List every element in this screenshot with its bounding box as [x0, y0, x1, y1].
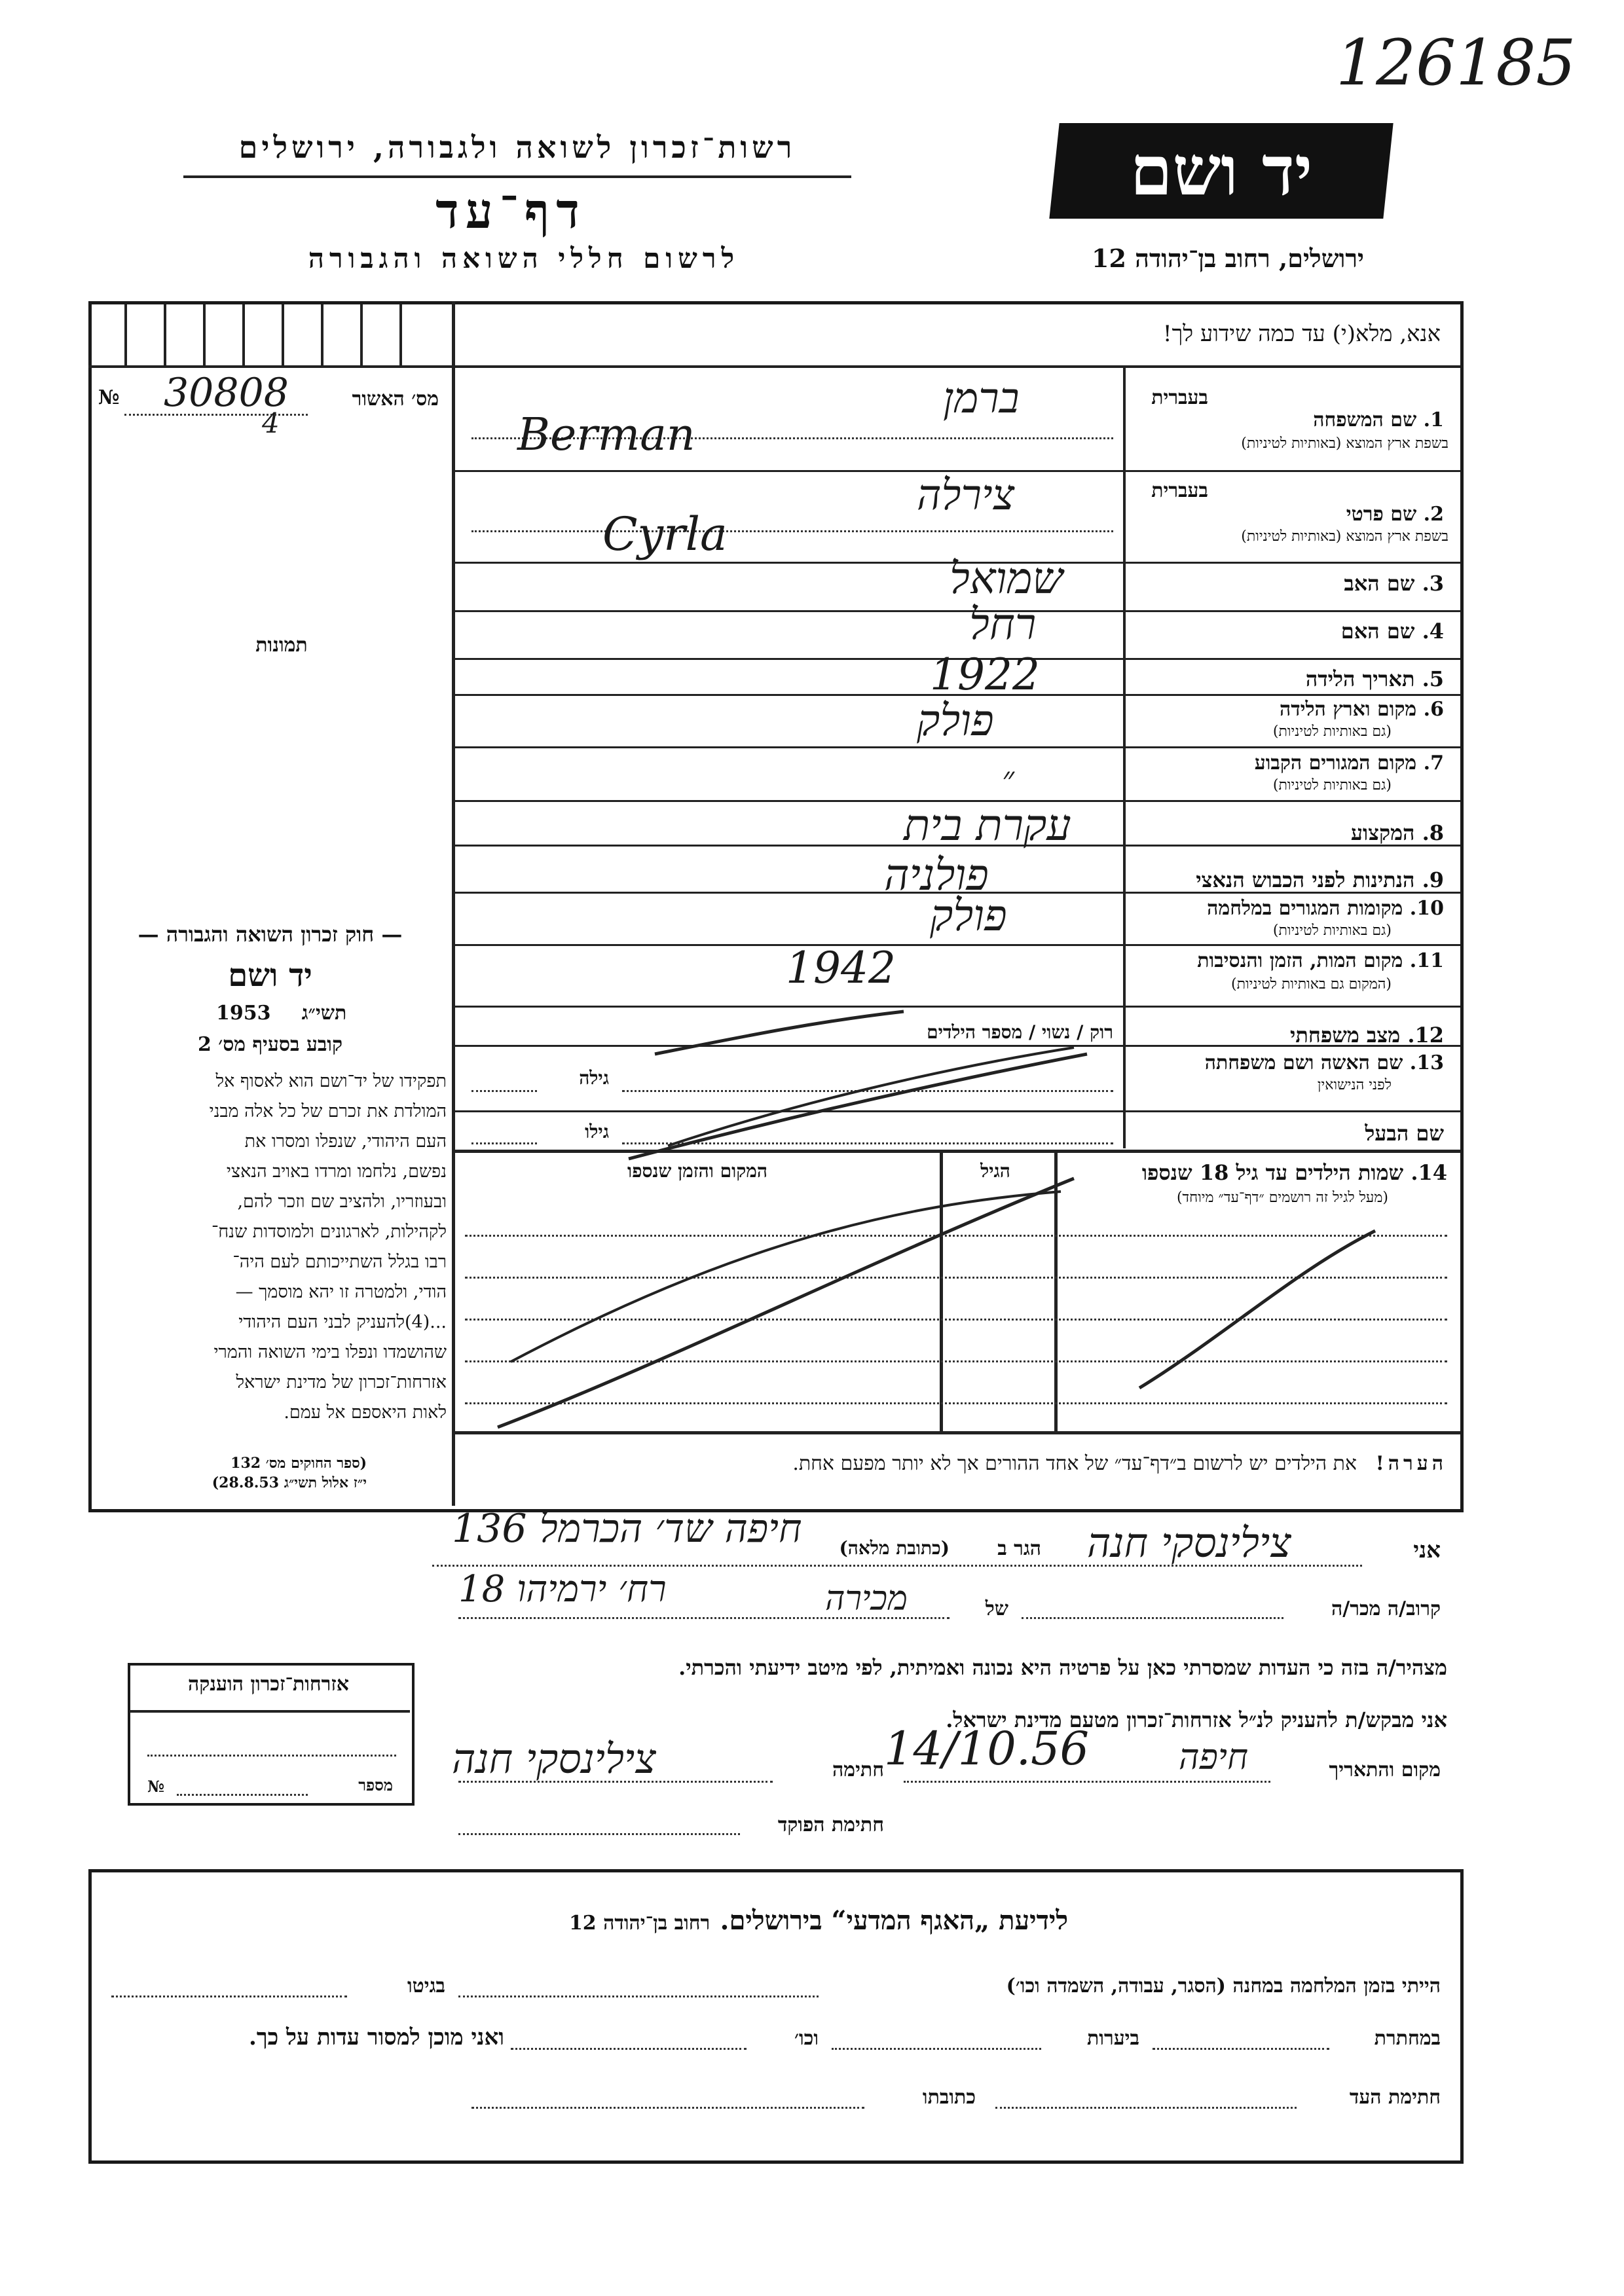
declaration-statement: מצהיר/ה בזה כי העדות שמסרתי כאן על פרטיה היא נכונה ואמיתית, לפי מיטב ידיעתי והכרתי. [678, 1655, 1447, 1680]
field-7-label: 7. מקום המגורים הקבוע [1254, 752, 1444, 774]
photo-column-divider [452, 301, 455, 1506]
citizenship-number-label: מספר [358, 1776, 393, 1795]
strip-box [164, 304, 166, 367]
declaration-address-label: (כתובת מלאה) [839, 1537, 950, 1559]
field-husband-label: שם הבעל [1365, 1121, 1444, 1146]
strip-box [282, 304, 284, 367]
law-ref-1: (ספר החוקים מס׳ 132 [231, 1455, 367, 1472]
underground-line [1153, 2048, 1329, 2050]
field-10-sub: (גם באותיות לטיניות) [1272, 922, 1392, 939]
officer-line [458, 1833, 740, 1835]
children-strike [471, 1165, 1388, 1440]
field-13-extra: גילה [579, 1067, 609, 1089]
citizenship-title: אזרחות־זכרון הוענקה [187, 1673, 350, 1696]
relative-label: קרוב/ה מכר/ה [1331, 1597, 1441, 1620]
field-13-sub: לפני הנישואין [1317, 1077, 1392, 1093]
declaration-request: אני מבקש/ת להעניק לנ״ל אזרחות־זכרון מטעם מדינת ישראל. [946, 1707, 1447, 1732]
place-date-label: מקום והתאריך [1329, 1758, 1441, 1781]
field-1-sub: בשפת ארץ המוצא (באותיות לטיניות) [1241, 435, 1449, 452]
field-row-separator [455, 944, 1460, 946]
field-6-label: 6. מקום וארץ הלידה [1279, 698, 1444, 721]
place-date-line [904, 1781, 1270, 1783]
field-12-label: 12. מצב משפחתי [1290, 1023, 1444, 1048]
field-11-sub: (המקום גם באותיות לטיניות) [1231, 976, 1392, 993]
strip-box [399, 304, 402, 367]
science-etc: וכו׳ [794, 2027, 819, 2050]
latin-value-line [471, 530, 1113, 532]
law-line: אזרחות־זכרון של מדינת ישראל [236, 1372, 447, 1393]
field-11-value: 1942 [786, 943, 896, 993]
law-line: לקהילות, לארגונים ולמוסדות שנח־ [211, 1222, 447, 1242]
law-ref-2: י״ז אלול תשי״ג 28.8.53) [212, 1474, 367, 1491]
registration-line [124, 414, 308, 416]
law-year: 1953 [216, 1002, 271, 1025]
note-label: הערה! [1375, 1452, 1447, 1475]
witness-signature-label: חתימת העד [1349, 2086, 1441, 2109]
field-1-hebrew-tag: בעברית [1151, 386, 1208, 409]
field-4-label: 4. שם האם [1340, 619, 1444, 644]
field-row-separator [455, 746, 1460, 748]
field-6-value: פולק [917, 695, 994, 746]
shel-line [458, 1617, 950, 1619]
field-2-hebrew-tag: בעברית [1151, 479, 1208, 502]
field-husband-line [471, 1142, 537, 1144]
declaration-ani: אני [1413, 1537, 1441, 1563]
strip-box [203, 304, 206, 367]
citizenship-box-divider [130, 1710, 410, 1713]
header-address: ירושלים, רחוב בן־יהודה 12 [1092, 244, 1364, 273]
field-husband-extra: גילו [585, 1121, 609, 1142]
law-line: ובעוזריו, ולהציב שם וזכר להם, [237, 1192, 447, 1212]
children-top-line [455, 1150, 1460, 1153]
law-name: יד ושם [228, 957, 312, 994]
science-ready: ואני מוכן למסור עדות על כך. [249, 2024, 504, 2050]
law-line: רבו בגלל השתייכותם לעם היה־ [232, 1252, 447, 1272]
law-line: תפקידו של יד־ושם הוא לאסוף אל [215, 1071, 447, 1091]
field-row-separator [455, 610, 1460, 612]
witness-address-line [471, 2107, 864, 2109]
declaration-name: צילינסקי חנה [1087, 1519, 1291, 1567]
field-5-label: 5. תאריך הלידה [1305, 666, 1444, 691]
field-11-label: 11. מקום המות, הזמן והנסיבות [1197, 949, 1444, 972]
field-13-line [471, 1090, 537, 1092]
date-value: 14/10.56 [884, 1722, 1090, 1776]
field-8-label: 8. המקצוע [1350, 820, 1444, 845]
witness-signature-line [995, 2107, 1297, 2109]
note-text: את הילדים יש לרשום ב״דף־עד״ של אחד ההורים אך לא יותר מפעם אחת. [792, 1452, 1357, 1475]
field-2-label: 2. שם פרטי [1346, 503, 1444, 526]
field-13-label: 13. שם האשה ושם משפחתה [1204, 1051, 1444, 1074]
law-year-he: תשי״ג [301, 1002, 347, 1025]
field-12-13-strike [589, 1008, 1126, 1165]
law-line: נפשם, נלחמו ומרדו באויב הנאצי [226, 1161, 447, 1182]
law-section: קובע בסעיף מס׳ 2 [197, 1033, 343, 1056]
field-10-label: 10. מקומות המגורים במלחמה [1207, 897, 1444, 920]
children-label: 14. שמות הילדים עד גיל 18 שנספו [1141, 1160, 1447, 1185]
law-heading: — חוק זכרון השואה והגבורה — [138, 922, 403, 947]
field-5-value: 1922 [930, 649, 1040, 700]
field-2-value-latin: Cyrla [602, 507, 728, 561]
signature-label: חתימה [832, 1758, 884, 1781]
declaration-address-line [432, 1565, 1362, 1567]
law-line: העם היהודי, שנפלו ומסרו את [244, 1131, 447, 1152]
field-1-value-he: ברמן [943, 374, 1020, 423]
witness-address-label: כתובתו [922, 2086, 976, 2109]
field-2-value-he: צירלה [917, 471, 1015, 520]
strip-box [124, 304, 127, 367]
law-line: ...(4)להעניק לבני העם היהודי [238, 1312, 447, 1332]
note [471, 1452, 1447, 1475]
officer-label: חתימת הפוקד [777, 1813, 884, 1836]
citizenship-number-line [177, 1794, 308, 1796]
science-ghetto: בגיטו [407, 1975, 445, 1997]
form-title: דף־עד [435, 183, 586, 240]
strip-box [242, 304, 245, 367]
field-row-separator [455, 1006, 1460, 1008]
law-line: המולדת את זכרם של כל אלה מבני [209, 1101, 447, 1121]
science-forests: ביערות [1086, 2027, 1139, 2050]
photo-label: תמונות [255, 634, 308, 657]
authority-title: רשות־זכרון לשואה ולגבורה, ירושלים [238, 130, 796, 165]
science-title: לידיעת „האגף המדעי“ בירושלים. [720, 1905, 1069, 1936]
etc-line [511, 2048, 747, 2050]
archive-number: 126185 [1336, 26, 1576, 100]
field-12-value: רוק / נשוי / מספר הילדים [927, 1021, 1113, 1043]
field-4-value: רחל [969, 599, 1037, 649]
instruction: אנא, מלא(י) עד כמה שידוע לך! [1162, 321, 1441, 347]
science-address: רחוב בן־יהודה 12 [568, 1912, 710, 1935]
field-10-value: פולק [930, 890, 1007, 941]
field-9-label: 9. הנתינות לפני הכבוש הנאצי [1196, 867, 1444, 892]
field-3-label: 3. שם האב [1344, 571, 1444, 596]
registration-number: 30808 [164, 370, 289, 416]
declaration-address-2: רח׳ ירמיהו 18 [458, 1568, 667, 1611]
signature-line [458, 1781, 773, 1783]
strip-box [360, 304, 363, 367]
signature-value: צילינסקי חנה [452, 1735, 656, 1783]
children-sub: (מעל לגיל זה רושמים ״דף־עד״ מיוחד) [1176, 1190, 1388, 1206]
logo-text: יד ושם [1130, 130, 1313, 211]
note-top-line [455, 1431, 1460, 1434]
field-7-sub: (גם באותיות לטיניות) [1272, 777, 1392, 793]
citizenship-no-sign: № [147, 1777, 165, 1796]
forests-line [832, 2048, 1041, 2050]
science-line-1: הייתי בזמן המלחמה במחנה (הסגר, עבודה, השמדה וכו׳) [1006, 1975, 1441, 1997]
top-strip-line [455, 365, 1460, 368]
field-1-label: 1. שם המשפחה [1313, 409, 1444, 431]
strip-box [321, 304, 323, 367]
law-line: לאות היאספם אל עמם. [284, 1402, 447, 1423]
children-age-column: הגיל [980, 1160, 1010, 1182]
citizenship-line [147, 1755, 396, 1757]
declaration-gar: הגר ב [997, 1537, 1041, 1560]
registration-suffix: 4 [262, 407, 280, 439]
authority-underline [183, 175, 851, 178]
field-1-value-latin: Berman [517, 409, 695, 461]
field-7-value: ״ [1002, 759, 1014, 797]
relative-line [1022, 1617, 1283, 1619]
science-camp-line [458, 1995, 819, 1997]
place-value: חיפה [1179, 1736, 1249, 1777]
law-line: הודי, ולמטרה זו יהא מוסמך — [235, 1282, 447, 1302]
declaration-address: חיפה שד׳ הכרמל 136 [452, 1506, 802, 1552]
law-line: שהושמדו ונפלו בימי השואה והמרי [213, 1342, 447, 1362]
field-6-sub: (גם באותיות לטיניות) [1272, 723, 1392, 740]
field-8-value: עקרת בית [904, 800, 1071, 850]
children-place-column: המקום והזמן שנספו [627, 1160, 767, 1182]
field-2-sub: בשפת ארץ המוצא (באותיות לטיניות) [1241, 528, 1449, 545]
field-3-value: שמואל [950, 553, 1063, 604]
field-9-value: פולניה [884, 850, 989, 900]
registration-label: מס׳ האשור [352, 388, 439, 410]
science-ghetto-line [111, 1995, 347, 1997]
science-section-title [458, 1905, 1179, 1936]
registration-no-sign: № [98, 386, 120, 409]
shel-label: של [985, 1597, 1008, 1620]
shel-value: מכירה [825, 1579, 908, 1618]
form-subtitle: לרשום חללי השואה והגבורה [308, 242, 740, 274]
science-underground: במחתרת [1374, 2027, 1441, 2050]
